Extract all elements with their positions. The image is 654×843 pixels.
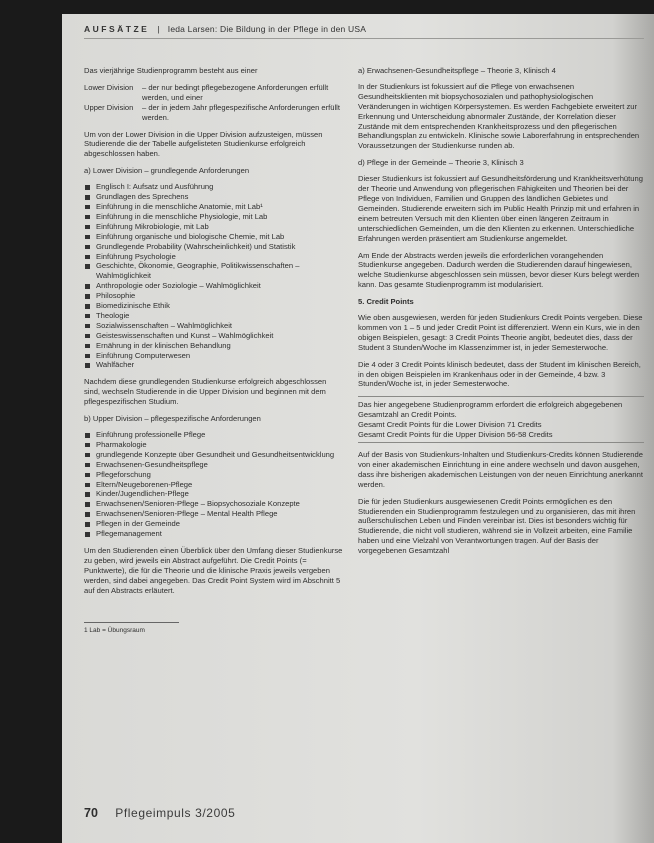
list-item: Einführung Mikrobiologie, mit Lab <box>84 222 344 232</box>
list-item: Einführung professionelle Pflege <box>84 430 344 440</box>
running-header <box>84 24 644 39</box>
list-item: Anthropologie oder Soziologie – Wahlmöglichkeit <box>84 281 344 291</box>
list-item: Geschichte, Ökonomie, Geographie, Politikwissenschaften – Wahlmöglichkeit <box>84 261 344 281</box>
division-row <box>84 83 344 103</box>
document-page <box>62 14 654 843</box>
list-item: Pflegemanagement <box>84 529 344 539</box>
division-definition: – der nur bedingt pflegebezogene Anforderungen erfüllt werden, und einer <box>142 82 329 102</box>
list-item: Pflegeforschung <box>84 470 344 480</box>
paragraph-f: Auf der Basis von Studienkurs-Inhalten und Studienkurs-Credits können Studierende von einer akademischen Einrichtung in eine andere wechseln und davon ausgehen, dass ihre bisherigen akademischen Leistungen von der neuen Einrichtung anerkannt werden. <box>358 450 643 489</box>
lower-division-list <box>84 182 344 370</box>
paragraph-g: Die für jeden Studienkurs ausgewiesenen Credit Points ermöglichen es den Studierenden ein Studienprogramm festzulegen und zu organisieren, das mit ihren außerschulischen Leben und Finden vereinbar ist. Dies ist besonders wichtig für Studierende, die nicht voll studieren, während sie in Vollzeit arbeiten, eine Familie haben und eine Vielzahl von Verantwortungen tragen. Auf der Basis der vorgegebenen Gesamtzahl <box>358 496 636 556</box>
section-heading-credit-points: 5. Credit Points <box>358 297 414 307</box>
list-item: Erwachsenen/Senioren-Pflege – Mental Health Pflege <box>84 509 344 519</box>
page-number: 70 <box>84 806 98 820</box>
left-column <box>84 66 344 635</box>
list-item: Einführung Computerwesen <box>84 351 344 361</box>
upper-division-list <box>84 430 344 539</box>
list-item: Eltern/Neugeborenen-Pflege <box>84 480 344 490</box>
list-item: Pflegen in der Gemeinde <box>84 519 344 529</box>
page-footer <box>84 806 235 820</box>
division-row <box>84 103 344 123</box>
intro-text: Das vierjährige Studienprogramm besteht aus einer <box>84 66 258 75</box>
list-item: Kinder/Jugendlichen-Pflege <box>84 489 344 499</box>
footnote-rule <box>84 622 179 623</box>
footnote: 1 Lab = Übungsraum <box>84 626 145 634</box>
section-label: AUFSÄTZE <box>84 24 150 34</box>
list-item: Grundlagen des Sprechens <box>84 192 344 202</box>
subsection-heading-a: a) Erwachsenen-Gesundheitspflege – Theorie 3, Klinisch 4 <box>358 66 556 75</box>
list-item: Englisch I: Aufsatz und Ausführung <box>84 182 344 192</box>
list-item: Philosophie <box>84 291 344 301</box>
magazine-title: Pflegeimpuls 3/2005 <box>115 806 236 820</box>
header-separator: | <box>157 24 160 34</box>
paragraph-c: Am Ende der Abstracts werden jeweils die erforderlichen vorangehenden Studienkurse angegeben. Dadurch werden die Studierenden darauf hingewiesen, welche Studienkurse abgeschlossen sein müssen, bevor dieser Kurs belegt werden kann. Das gesamte Studienprogramm ist modularisiert. <box>358 250 640 290</box>
callout-line: Gesamt Credit Points für die Upper Division 56-58 Credits <box>358 430 553 440</box>
callout-line: Das hier angegebene Studienprogramm erfordert die erfolgreich abgegebenen Gesamtzahl an Credit Points. <box>358 400 623 420</box>
list-item: Einführung in die menschliche Physiologie, mit Lab <box>84 212 344 222</box>
upper-division-heading: b) Upper Division – pflegespezifische Anforderungen <box>84 414 261 424</box>
paragraph-d: Wie oben ausgewiesen, werden für jeden Studienkurs Credit Points vergeben. Diese kommen von 1 – 5 und jeder Credit Point ist differenziert. Wenn ein Kurs, wie in den obigen Beispielen, gesagt: 3 Credit Points Theorie angibt, bedeutet dies, dass der Student 3 Stunden/Woche im Klassenzimmer ist, in jeder Semesterwoche. <box>358 313 643 352</box>
after-lower-paragraph: Nachdem diese grundlegenden Studienkurse erfolgreich abgeschlossen sind, wechseln Studierende in die Upper Division und beginnen mit dem pflegespezifischen Studium. <box>84 377 327 407</box>
list-item: Einführung in die menschliche Anatomie, mit Lab¹ <box>84 202 344 212</box>
right-column <box>358 66 644 563</box>
list-item: Wahlfächer <box>84 360 344 370</box>
division-term: Lower Division <box>84 82 134 92</box>
list-item: Biomedizinische Ethik <box>84 301 344 311</box>
final-paragraph: Um den Studierenden einen Überblick über den Umfang dieser Studienkurse zu geben, wird jeweils ein Abstract aufgeführt. Die Credit Points (= Punktwerte), die für die Theorie und die klinische Praxis jeweils vergeben werden, sind dabei angegeben. Das Credit Point System wird im Abschnitt 5 auf den Abstracts erläutert. <box>84 545 343 595</box>
list-item: Erwachsenen/Senioren-Pflege – Biopsychosoziale Konzepte <box>84 499 344 509</box>
list-item: Geisteswissenschaften und Kunst – Wahlmöglichkeit <box>84 331 344 341</box>
list-item: Grundlegende Probability (Wahrscheinlichkeit) und Statistik <box>84 242 344 252</box>
list-item: Erwachsenen-Gesundheitspflege <box>84 460 344 470</box>
subsection-heading-b: d) Pflege in der Gemeinde – Theorie 3, Klinisch 3 <box>358 158 524 168</box>
list-item: Ernährung in der klinischen Behandlung <box>84 341 344 351</box>
list-item: grundlegende Konzepte über Gesundheit und Gesundheitsentwicklung <box>84 450 344 460</box>
paragraph-e: Die 4 oder 3 Credit Points klinisch bedeutet, dass der Student im klinischen Bereich, in den obigen Beispielen im Krankenhaus oder in der Gemeinde, 4 bzw. 3 Stunden/Woche ist, in jeder Semesterwoche. <box>358 359 641 389</box>
lower-division-heading: a) Lower Division – grundlegende Anforderungen <box>84 166 250 176</box>
list-item: Einführung organische und biologische Chemie, mit Lab <box>84 232 344 242</box>
division-term: Upper Division <box>84 102 134 112</box>
running-title: Ieda Larsen: Die Bildung in der Pflege in den USA <box>167 24 367 34</box>
paragraph-a: In der Studienkurs ist fokussiert auf die Pflege von erwachsenen Gesundheitsklienten mit biopsychosozialen und pathophysiologischen Veränderungen in wichtigen Körpersystemen. Es werden Fachgebiete erweitert zur Erkennung und Unterscheidung abnormaler Zustände, der Korrelation dieser Zustände mit dem entsprechenden Krankheitsprozess und den pflegerischen Behandlungsplan zu entwickeln. Klinische sowie Laborerfahrung in entsprechenden Voraussetzungen der Studienkurse runden ab. <box>358 81 640 151</box>
paragraph-b: Dieser Studienkurs ist fokussiert auf Gesundheitsförderung und Krankheitsverhütung der Theorie und Anwendung von pflegerischen Fähigkeiten und Theorien bei der Pflege von Individuen, Familien und Gruppen des ländlichen Gebietes und Gemeinden. Studierende erweitern sich im Public Health Prinzip mit und erfahren in einem betreuten Versuch mit den Klienten über einen längeren Zeitraum in unterschiedlichen Gemeinden, um die den Klienten zu erkennen. Unterschiedliche Erfahrungen werden präsentiert am Studienkurse angemeldet. <box>358 174 643 243</box>
credits-callout <box>358 396 644 443</box>
list-item: Pharmakologie <box>84 440 344 450</box>
division-list <box>84 83 344 123</box>
list-item: Sozialwissenschaften – Wahlmöglichkeit <box>84 321 344 331</box>
list-item: Theologie <box>84 311 344 321</box>
division-definition: – der in jedem Jahr pflegespezifische Anforderungen erfüllt werden. <box>142 102 340 122</box>
list-item: Einführung Psychologie <box>84 252 344 262</box>
callout-line: Gesamt Credit Points für die Lower Division 71 Credits <box>358 420 542 430</box>
transition-paragraph: Um von der Lower Division in die Upper Division aufzusteigen, müssen Studierende die der Tabelle aufgelisteten Studienkurse erfolgreich abgeschlossen haben. <box>84 129 323 159</box>
